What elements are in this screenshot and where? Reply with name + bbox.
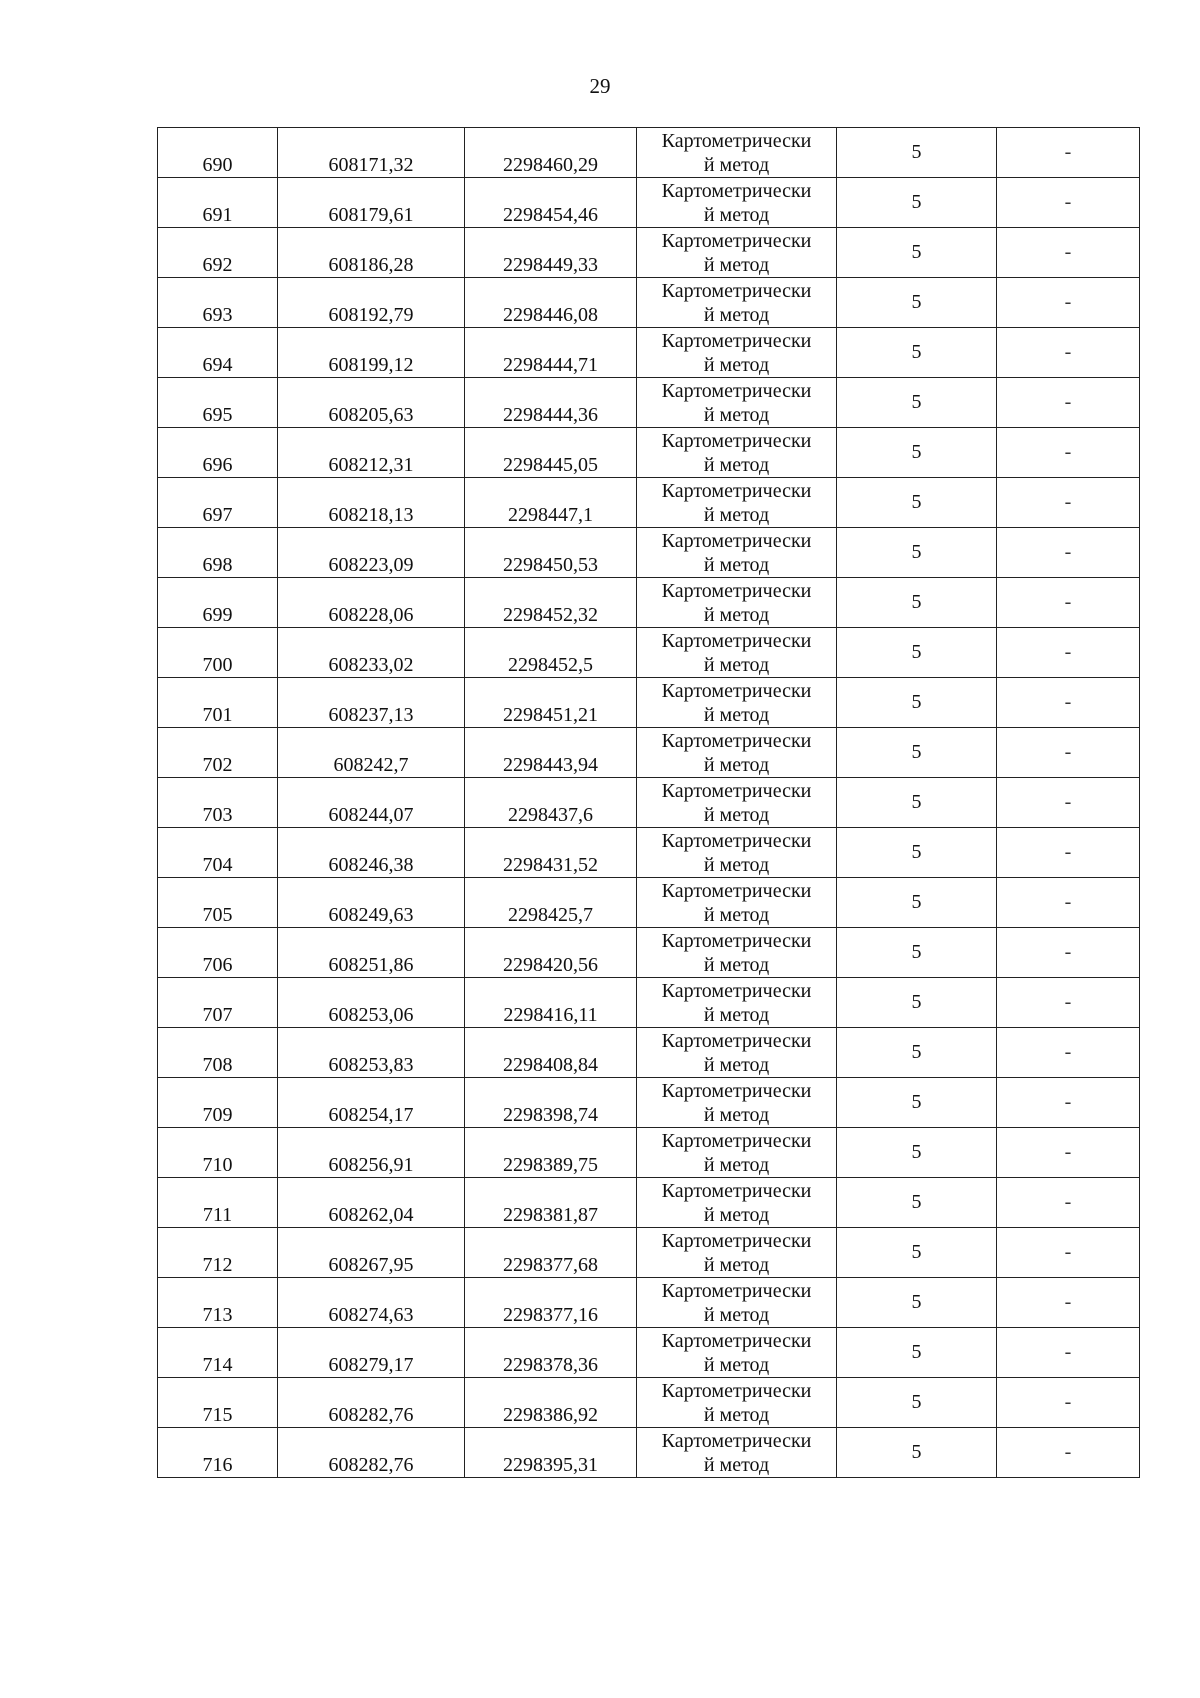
point-number-cell: 703 (158, 778, 278, 828)
table-row (158, 878, 1140, 928)
x-coordinate-cell: 608249,63 (278, 878, 465, 928)
table-row (158, 378, 1140, 428)
y-coordinate-cell: 2298389,75 (465, 1128, 637, 1178)
accuracy-cell: 5 (837, 1028, 997, 1078)
accuracy-cell: 5 (837, 128, 997, 178)
method-cell (637, 278, 837, 328)
y-coordinate-cell: 2298425,7 (465, 878, 637, 928)
method-cell (637, 228, 837, 278)
x-coordinate-cell: 608237,13 (278, 678, 465, 728)
method-cell (637, 578, 837, 628)
point-number-cell: 693 (158, 278, 278, 328)
description-cell: - (997, 1278, 1140, 1328)
table-row (158, 628, 1140, 678)
method-line-1: Картометрически (661, 279, 812, 302)
description-cell: - (997, 678, 1140, 728)
x-coordinate-cell: 608256,91 (278, 1128, 465, 1178)
table-row (158, 1278, 1140, 1328)
point-number-cell: 691 (158, 178, 278, 228)
method-line-1: Картометрически (661, 829, 812, 852)
method-line-1: Картометрически (661, 1329, 812, 1352)
point-number-cell: 699 (158, 578, 278, 628)
x-coordinate-cell: 608246,38 (278, 828, 465, 878)
method-cell (637, 428, 837, 478)
accuracy-cell: 5 (837, 728, 997, 778)
method-cell (637, 828, 837, 878)
y-coordinate-cell: 2298377,16 (465, 1278, 637, 1328)
x-coordinate-cell: 608244,07 (278, 778, 465, 828)
method-line-2: й метод (703, 303, 770, 326)
description-cell: - (997, 628, 1140, 678)
method-cell (637, 928, 837, 978)
method-line-1: Картометрически (661, 129, 812, 152)
table-row (158, 1078, 1140, 1128)
description-cell: - (997, 1128, 1140, 1178)
method-line-1: Картометрически (661, 1429, 812, 1452)
description-cell: - (997, 478, 1140, 528)
method-line-2: й метод (703, 1103, 770, 1126)
table-row (158, 1428, 1140, 1478)
method-line-2: й метод (703, 253, 770, 276)
point-number-cell: 695 (158, 378, 278, 428)
accuracy-cell: 5 (837, 1378, 997, 1428)
table-row (158, 128, 1140, 178)
method-line-1: Картометрически (661, 329, 812, 352)
description-cell: - (997, 1428, 1140, 1478)
method-line-1: Картометрически (661, 1079, 812, 1102)
method-line-2: й метод (703, 1253, 770, 1276)
x-coordinate-cell: 608186,28 (278, 228, 465, 278)
x-coordinate-cell: 608274,63 (278, 1278, 465, 1328)
method-line-1: Картометрически (661, 979, 812, 1002)
description-cell: - (997, 878, 1140, 928)
accuracy-cell: 5 (837, 778, 997, 828)
x-coordinate-cell: 608205,63 (278, 378, 465, 428)
table-row (158, 228, 1140, 278)
method-line-2: й метод (703, 1403, 770, 1426)
method-cell (637, 328, 837, 378)
accuracy-cell: 5 (837, 1228, 997, 1278)
method-line-2: й метод (703, 453, 770, 476)
table-row (158, 678, 1140, 728)
y-coordinate-cell: 2298381,87 (465, 1178, 637, 1228)
description-cell: - (997, 578, 1140, 628)
y-coordinate-cell: 2298398,74 (465, 1078, 637, 1128)
method-line-2: й метод (703, 903, 770, 926)
y-coordinate-cell: 2298443,94 (465, 728, 637, 778)
x-coordinate-cell: 608253,83 (278, 1028, 465, 1078)
description-cell: - (997, 1378, 1140, 1428)
point-number-cell: 696 (158, 428, 278, 478)
accuracy-cell: 5 (837, 628, 997, 678)
point-number-cell: 713 (158, 1278, 278, 1328)
method-line-1: Картометрически (661, 1179, 812, 1202)
table-row (158, 428, 1140, 478)
accuracy-cell: 5 (837, 478, 997, 528)
method-cell (637, 778, 837, 828)
accuracy-cell: 5 (837, 928, 997, 978)
method-line-2: й метод (703, 1453, 770, 1476)
method-cell (637, 628, 837, 678)
accuracy-cell: 5 (837, 428, 997, 478)
y-coordinate-cell: 2298445,05 (465, 428, 637, 478)
method-line-1: Картометрически (661, 429, 812, 452)
x-coordinate-cell: 608212,31 (278, 428, 465, 478)
method-line-2: й метод (703, 853, 770, 876)
method-line-2: й метод (703, 1303, 770, 1326)
method-cell (637, 128, 837, 178)
description-cell: - (997, 828, 1140, 878)
x-coordinate-cell: 608192,79 (278, 278, 465, 328)
y-coordinate-cell: 2298449,33 (465, 228, 637, 278)
method-line-1: Картометрически (661, 1229, 812, 1252)
method-line-2: й метод (703, 753, 770, 776)
method-cell (637, 378, 837, 428)
accuracy-cell: 5 (837, 228, 997, 278)
accuracy-cell: 5 (837, 878, 997, 928)
accuracy-cell: 5 (837, 578, 997, 628)
x-coordinate-cell: 608199,12 (278, 328, 465, 378)
table-row (158, 1028, 1140, 1078)
description-cell: - (997, 378, 1140, 428)
accuracy-cell: 5 (837, 1178, 997, 1228)
table-row (158, 1128, 1140, 1178)
coordinates-table-body (158, 128, 1140, 1478)
y-coordinate-cell: 2298386,92 (465, 1378, 637, 1428)
method-cell (637, 678, 837, 728)
table-row (158, 1178, 1140, 1228)
y-coordinate-cell: 2298452,5 (465, 628, 637, 678)
method-line-1: Картометрически (661, 929, 812, 952)
point-number-cell: 694 (158, 328, 278, 378)
point-number-cell: 692 (158, 228, 278, 278)
x-coordinate-cell: 608282,76 (278, 1378, 465, 1428)
method-line-2: й метод (703, 1353, 770, 1376)
method-cell (637, 478, 837, 528)
y-coordinate-cell: 2298460,29 (465, 128, 637, 178)
y-coordinate-cell: 2298444,71 (465, 328, 637, 378)
y-coordinate-cell: 2298377,68 (465, 1228, 637, 1278)
method-line-1: Картометрически (661, 579, 812, 602)
description-cell: - (997, 778, 1140, 828)
point-number-cell: 706 (158, 928, 278, 978)
accuracy-cell: 5 (837, 1078, 997, 1128)
accuracy-cell: 5 (837, 978, 997, 1028)
x-coordinate-cell: 608179,61 (278, 178, 465, 228)
accuracy-cell: 5 (837, 1128, 997, 1178)
description-cell: - (997, 1328, 1140, 1378)
x-coordinate-cell: 608279,17 (278, 1328, 465, 1378)
y-coordinate-cell: 2298444,36 (465, 378, 637, 428)
table-row (158, 578, 1140, 628)
accuracy-cell: 5 (837, 328, 997, 378)
method-cell (637, 878, 837, 928)
y-coordinate-cell: 2298454,46 (465, 178, 637, 228)
accuracy-cell: 5 (837, 1328, 997, 1378)
method-line-2: й метод (703, 603, 770, 626)
y-coordinate-cell: 2298395,31 (465, 1428, 637, 1478)
point-number-cell: 700 (158, 628, 278, 678)
method-cell (637, 1278, 837, 1328)
method-line-2: й метод (703, 803, 770, 826)
x-coordinate-cell: 608254,17 (278, 1078, 465, 1128)
method-line-2: й метод (703, 953, 770, 976)
point-number-cell: 712 (158, 1228, 278, 1278)
x-coordinate-cell: 608251,86 (278, 928, 465, 978)
method-cell (637, 978, 837, 1028)
point-number-cell: 711 (158, 1178, 278, 1228)
point-number-cell: 710 (158, 1128, 278, 1178)
y-coordinate-cell: 2298408,84 (465, 1028, 637, 1078)
y-coordinate-cell: 2298451,21 (465, 678, 637, 728)
point-number-cell: 715 (158, 1378, 278, 1428)
point-number-cell: 690 (158, 128, 278, 178)
point-number-cell: 698 (158, 528, 278, 578)
method-line-1: Картометрически (661, 879, 812, 902)
description-cell: - (997, 728, 1140, 778)
accuracy-cell: 5 (837, 278, 997, 328)
method-line-2: й метод (703, 503, 770, 526)
y-coordinate-cell: 2298431,52 (465, 828, 637, 878)
description-cell: - (997, 928, 1140, 978)
coordinates-table (157, 127, 1140, 1478)
x-coordinate-cell: 608267,95 (278, 1228, 465, 1278)
x-coordinate-cell: 608253,06 (278, 978, 465, 1028)
table-row (158, 478, 1140, 528)
point-number-cell: 704 (158, 828, 278, 878)
accuracy-cell: 5 (837, 1428, 997, 1478)
description-cell: - (997, 528, 1140, 578)
point-number-cell: 705 (158, 878, 278, 928)
method-line-1: Картометрически (661, 229, 812, 252)
method-cell (637, 1378, 837, 1428)
point-number-cell: 697 (158, 478, 278, 528)
accuracy-cell: 5 (837, 528, 997, 578)
point-number-cell: 708 (158, 1028, 278, 1078)
x-coordinate-cell: 608218,13 (278, 478, 465, 528)
method-line-1: Картометрически (661, 529, 812, 552)
accuracy-cell: 5 (837, 378, 997, 428)
method-line-1: Картометрически (661, 729, 812, 752)
description-cell: - (997, 1028, 1140, 1078)
table-row (158, 978, 1140, 1028)
method-cell (637, 1228, 837, 1278)
method-line-1: Картометрически (661, 779, 812, 802)
description-cell: - (997, 328, 1140, 378)
method-line-1: Картометрически (661, 379, 812, 402)
accuracy-cell: 5 (837, 828, 997, 878)
point-number-cell: 714 (158, 1328, 278, 1378)
x-coordinate-cell: 608228,06 (278, 578, 465, 628)
description-cell: - (997, 278, 1140, 328)
method-line-1: Картометрически (661, 1379, 812, 1402)
method-line-2: й метод (703, 1053, 770, 1076)
method-line-2: й метод (703, 653, 770, 676)
description-cell: - (997, 1228, 1140, 1278)
method-line-2: й метод (703, 1003, 770, 1026)
y-coordinate-cell: 2298416,11 (465, 978, 637, 1028)
method-cell (637, 1028, 837, 1078)
method-line-1: Картометрически (661, 679, 812, 702)
method-line-1: Картометрически (661, 479, 812, 502)
method-line-2: й метод (703, 553, 770, 576)
method-line-2: й метод (703, 203, 770, 226)
table-row (158, 1228, 1140, 1278)
method-line-1: Картометрически (661, 1129, 812, 1152)
description-cell: - (997, 178, 1140, 228)
point-number-cell: 709 (158, 1078, 278, 1128)
table-row (158, 728, 1140, 778)
x-coordinate-cell: 608233,02 (278, 628, 465, 678)
table-row (158, 278, 1140, 328)
accuracy-cell: 5 (837, 178, 997, 228)
table-row (158, 528, 1140, 578)
method-line-1: Картометрически (661, 1279, 812, 1302)
method-cell (637, 1328, 837, 1378)
method-cell (637, 1428, 837, 1478)
method-line-2: й метод (703, 1153, 770, 1176)
table-row (158, 928, 1140, 978)
method-line-1: Картометрически (661, 629, 812, 652)
page-number: 29 (589, 74, 611, 98)
accuracy-cell: 5 (837, 1278, 997, 1328)
y-coordinate-cell: 2298452,32 (465, 578, 637, 628)
x-coordinate-cell: 608282,76 (278, 1428, 465, 1478)
table-row (158, 1378, 1140, 1428)
method-line-2: й метод (703, 403, 770, 426)
description-cell: - (997, 128, 1140, 178)
y-coordinate-cell: 2298378,36 (465, 1328, 637, 1378)
table-row (158, 328, 1140, 378)
description-cell: - (997, 1078, 1140, 1128)
x-coordinate-cell: 608171,32 (278, 128, 465, 178)
point-number-cell: 716 (158, 1428, 278, 1478)
table-row (158, 1328, 1140, 1378)
point-number-cell: 701 (158, 678, 278, 728)
method-cell (637, 1128, 837, 1178)
x-coordinate-cell: 608262,04 (278, 1178, 465, 1228)
method-cell (637, 1178, 837, 1228)
method-line-2: й метод (703, 703, 770, 726)
method-line-2: й метод (703, 153, 770, 176)
x-coordinate-cell: 608223,09 (278, 528, 465, 578)
x-coordinate-cell: 608242,7 (278, 728, 465, 778)
method-line-2: й метод (703, 353, 770, 376)
description-cell: - (997, 428, 1140, 478)
description-cell: - (997, 228, 1140, 278)
method-line-2: й метод (703, 1203, 770, 1226)
accuracy-cell: 5 (837, 678, 997, 728)
y-coordinate-cell: 2298420,56 (465, 928, 637, 978)
method-cell (637, 728, 837, 778)
method-cell (637, 1078, 837, 1128)
method-cell (637, 528, 837, 578)
method-line-1: Картометрически (661, 179, 812, 202)
table-row (158, 828, 1140, 878)
point-number-cell: 707 (158, 978, 278, 1028)
y-coordinate-cell: 2298437,6 (465, 778, 637, 828)
table-row (158, 778, 1140, 828)
description-cell: - (997, 978, 1140, 1028)
method-line-1: Картометрически (661, 1029, 812, 1052)
point-number-cell: 702 (158, 728, 278, 778)
description-cell: - (997, 1178, 1140, 1228)
table-row (158, 178, 1140, 228)
y-coordinate-cell: 2298447,1 (465, 478, 637, 528)
method-cell (637, 178, 837, 228)
y-coordinate-cell: 2298446,08 (465, 278, 637, 328)
y-coordinate-cell: 2298450,53 (465, 528, 637, 578)
